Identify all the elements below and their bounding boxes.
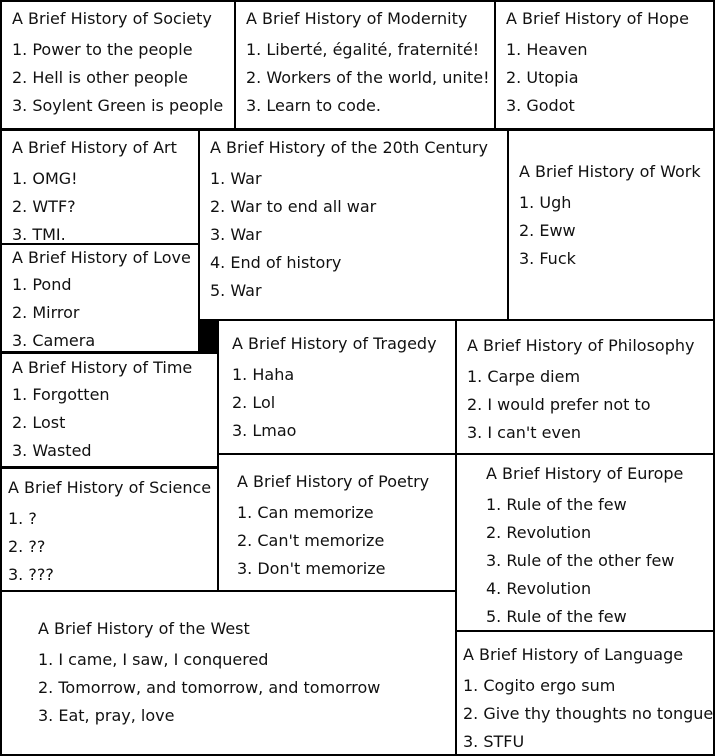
list-item: 4. End of history [210,253,342,272]
list-item: 3. Soylent Green is people [12,96,224,115]
panel-europe [457,455,713,630]
panel-list [246,36,488,120]
list-item: 3. I can't even [467,423,581,442]
list-item: 5. Rule of the few [486,607,627,626]
list-item: 1. Ugh [519,193,572,212]
list-item: 1. I came, I saw, I conquered [38,650,269,669]
panel-list [12,165,192,243]
list-item: 2. Mirror [12,303,80,322]
list-item: 2. WTF? [12,197,76,216]
list-item: 1. Power to the people [12,40,193,59]
panel-title: A Brief History of Work [519,162,701,181]
panel-hope [496,2,713,128]
panel-list [467,363,707,447]
list-item: 4. Revolution [486,579,592,598]
panel-time [2,354,217,466]
panel-tragedy [219,321,455,453]
panel-science [2,469,217,590]
panel-title: A Brief History of Language [463,645,684,664]
panel-title: A Brief History of Society [12,9,212,28]
panel-poetry [219,455,455,590]
panel-title: A Brief History of Philosophy [467,336,695,355]
panel-title: A Brief History of the West [38,619,250,638]
list-item: 3. STFU [463,732,525,751]
panel-title: A Brief History of Poetry [237,472,430,491]
panel-list [210,165,501,305]
panel-list [519,189,707,273]
list-item: 3. Wasted [12,441,92,460]
panel-20th-century [200,131,507,319]
list-item: 1. Forgotten [12,385,110,404]
panel-list [506,36,707,120]
panel-title: A Brief History of Art [12,138,177,157]
panel-title: A Brief History of Science [8,478,212,497]
list-item: 5. War [210,281,262,300]
list-item: 2. Utopia [506,68,579,87]
panel-list [232,361,449,445]
list-item: 2. Lol [232,393,276,412]
panel-society [2,2,234,128]
panel-title: A Brief History of Love [12,248,191,267]
panel-language [457,632,713,754]
list-item: 1. OMG! [12,169,78,188]
list-item: 2. War to end all war [210,197,377,216]
list-item: 3. Camera [12,331,96,350]
list-item: 1. Cogito ergo sum [463,676,616,695]
panel-title: A Brief History of Hope [506,9,689,28]
panel-title: A Brief History of the 20th Century [210,138,488,157]
list-item: 3. Eat, pray, love [38,706,175,725]
panel-work [509,131,713,319]
list-item: 3. Lmao [232,421,297,440]
panel-list [38,646,449,730]
panel-title: A Brief History of Modernity [246,9,468,28]
list-item: 3. Don't memorize [237,559,386,578]
list-item: 1. Liberté, égalité, fraternité! [246,40,480,59]
list-item: 2. Revolution [486,523,592,542]
panel-list [486,491,707,630]
list-item: 1. War [210,169,262,188]
list-item: 2. Give thy thoughts no tongue [463,704,713,723]
list-item: 3. Learn to code. [246,96,381,115]
list-item: 3. ??? [8,565,54,584]
panel-list [12,271,192,351]
list-item: 3. Fuck [519,249,576,268]
panel-list [12,36,228,120]
panel-modernity [236,2,494,128]
list-item: 2. ?? [8,537,46,556]
panel-title: A Brief History of Time [12,358,193,377]
list-item: 3. Rule of the other few [486,551,675,570]
list-item: 1. Pond [12,275,72,294]
panel-list [237,499,449,583]
list-item: 2. Lost [12,413,66,432]
list-item: 2. Workers of the world, unite! [246,68,490,87]
list-item: 1. ? [8,509,37,528]
list-item: 2. Eww [519,221,576,240]
panel-list [12,381,211,465]
list-item: 1. Heaven [506,40,588,59]
list-item: 2. I would prefer not to [467,395,651,414]
list-item: 1. Rule of the few [486,495,627,514]
panel-art [2,131,198,243]
list-item: 2. Can't memorize [237,531,385,550]
list-item: 1. Carpe diem [467,367,581,386]
panel-title: A Brief History of Europe [486,464,684,483]
panel-west [2,592,455,754]
list-item: 2. Tomorrow, and tomorrow, and tomorrow [38,678,381,697]
list-item: 1. Haha [232,365,295,384]
list-item: 1. Can memorize [237,503,374,522]
list-item: 3. War [210,225,262,244]
panel-title: A Brief History of Tragedy [232,334,437,353]
list-item: 2. Hell is other people [12,68,189,87]
panel-list [8,505,211,589]
list-item: 3. TMI. [12,225,66,243]
panel-love [2,245,198,351]
panel-list [463,672,713,754]
panel-philosophy [457,321,713,453]
list-item: 3. Godot [506,96,575,115]
